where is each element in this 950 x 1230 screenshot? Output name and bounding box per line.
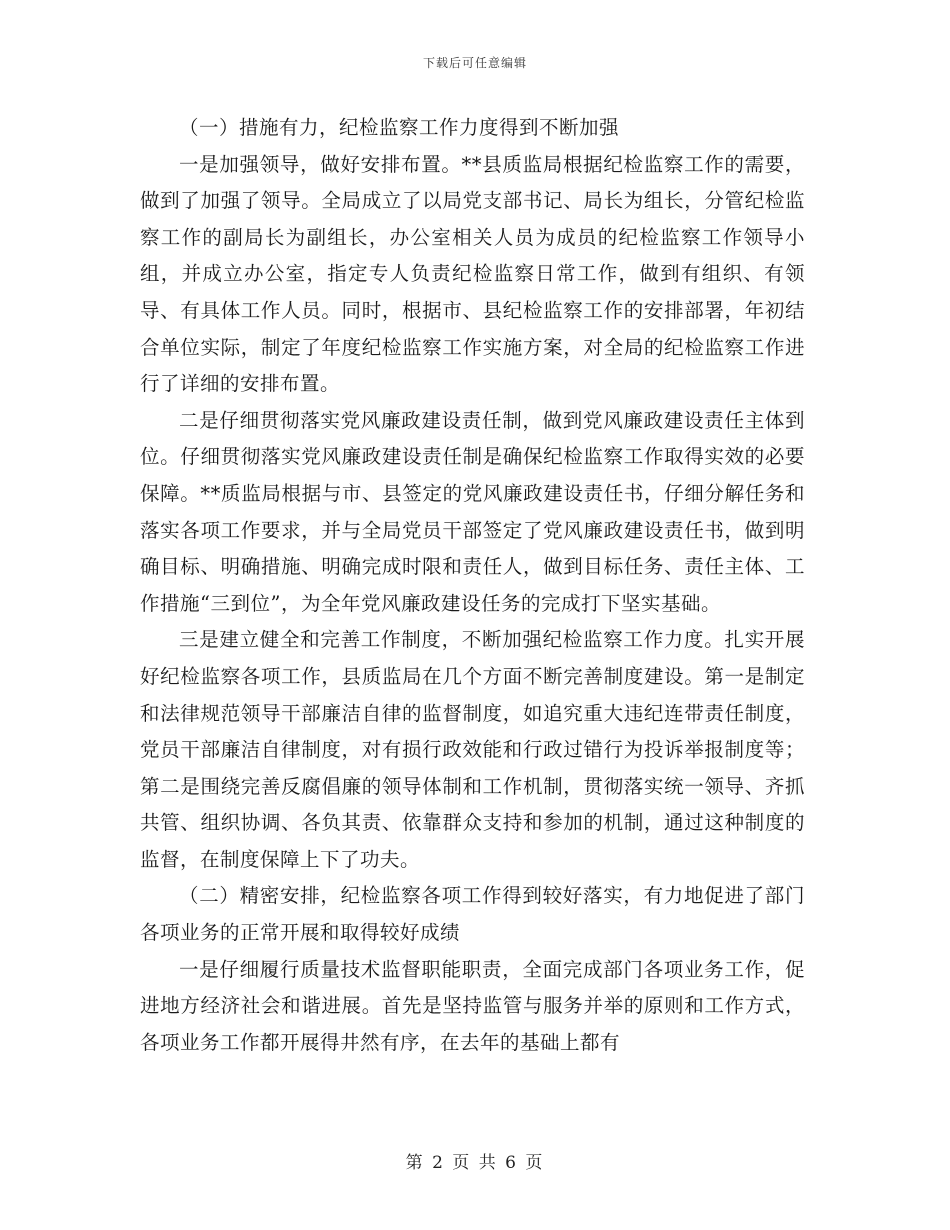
paragraph-2: 二是仔细贯彻落实党风廉政建设责任制，做到党风廉政建设责任主体到位。仔细贯彻落实党风廉政建设责任制是确保纪检监察工作取得实效的必要保障。**质监局根据与市、县签定的党风廉政建设责任书，仔细分解任务和落实各项工作要求，并与全局党员干部签定了党风廉政建设责任书，做到明确目标、明确措施、明确完成时限和责任人，做到目标任务、责任主体、工作措施“三到位”，为全年党风廉政建设任务的完成打下坚实基础。 xyxy=(140,408,805,615)
paragraph-1: 一是加强领导，做好安排布置。**县质监局根据纪检监察工作的需要，做到了加强了领导。全局成立了以局党支部书记、局长为组长，分管纪检监察工作的副局长为副组长，办公室相关人员为成员的纪检监察工作领导小组，并成立办公室，指定专人负责纪检监察日常工作，做到有组织、有领导、有具体工作人员。同时，根据市、县纪检监察工作的安排部署，年初结合单位实际，制定了年度纪检监察工作实施方案，对全局的纪检监察工作进行了详细的安排布置。 xyxy=(140,152,805,396)
section-heading-2: （二）精密安排，纪检监察各项工作得到较好落实，有力地促进了部门各项业务的正常开展和取得较好成绩 xyxy=(140,884,805,945)
document-body xyxy=(140,110,805,1061)
paragraph-3: 三是建立健全和完善工作制度，不断加强纪检监察工作力度。扎实开展好纪检监察各项工作，县质监局在几个方面不断完善制度建设。第一是制定和法律规范领导干部廉洁自律的监督制度，如追究重大违纪连带责任制度，党员干部廉洁自律制度，对有损行政效能和行政过错行为投诉举报制度等；第二是围绕完善反腐倡廉的领导体制和工作机制，贯彻落实统一领导、齐抓共管、组织协调、各负其责、依靠群众支持和参加的机制，通过这种制度的监督，在制度保障上下了功夫。 xyxy=(140,628,805,871)
paragraph-4: 一是仔细履行质量技术监督职能职责，全面完成部门各项业务工作，促进地方经济社会和谐进展。首先是坚持监管与服务并举的原则和工作方式，各项业务工作都开展得井然有序，在去年的基础上都有 xyxy=(140,957,805,1054)
header-note: 下载后可任意编辑 xyxy=(422,56,527,70)
page-number: 第 2 页 共 6 页 xyxy=(405,1153,545,1173)
section-heading-1: （一）措施有力，纪检监察工作力度得到不断加强 xyxy=(179,116,620,139)
